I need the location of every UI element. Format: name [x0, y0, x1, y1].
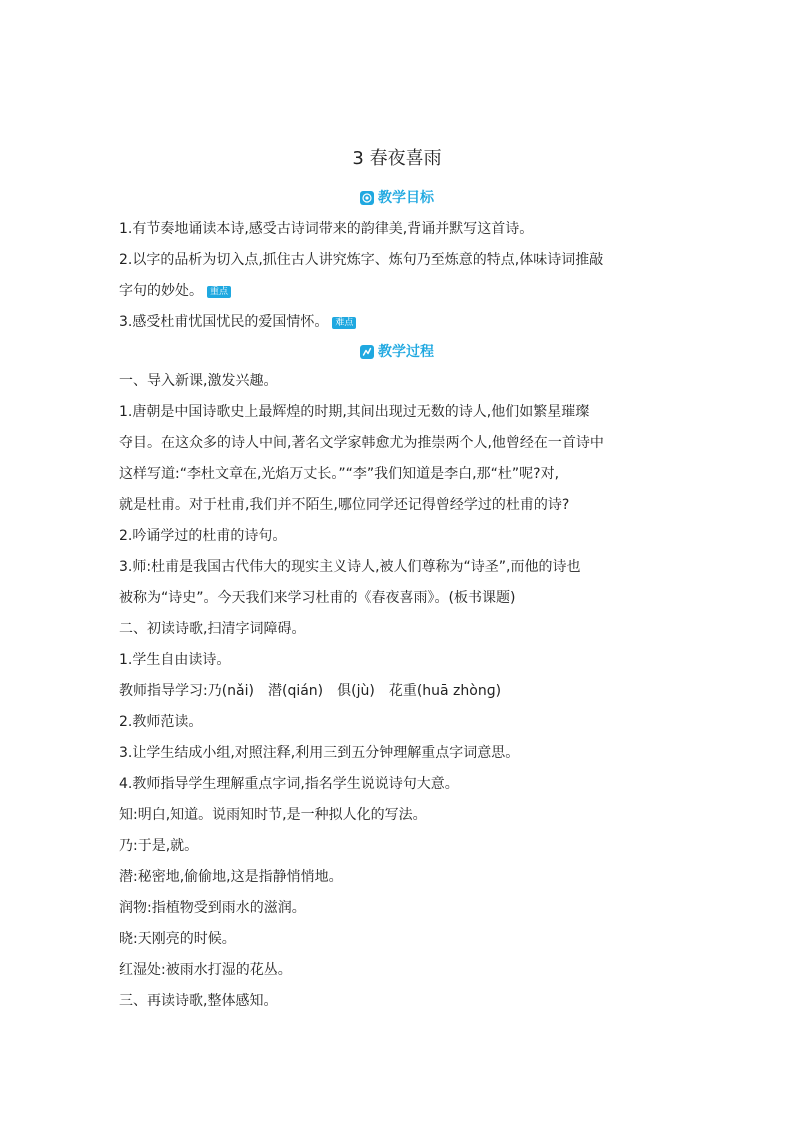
process-line: 润物:指植物受到雨水的滋润。	[119, 900, 306, 916]
process-line: 2.吟诵学过的杜甫的诗句。	[119, 528, 287, 544]
key-point-badge: 重点	[207, 286, 231, 298]
objectives-heading-label: 教学目标	[378, 190, 434, 206]
process-line: 教师指导学习:乃(nǎi) 潜(qián) 俱(jù) 花重(huā zhònɡ)	[119, 683, 502, 699]
document-body	[119, 214, 679, 1017]
objective-line: 2.以字的品析为切入点,抓住古人讲究炼字、炼句乃至炼意的特点,体味诗词推敲	[119, 252, 604, 268]
process-line: 4.教师指导学生理解重点字词,指名学生说说诗句大意。	[119, 776, 459, 792]
process-heading-label: 教学过程	[378, 344, 434, 360]
process-line: 晓:天刚亮的时候。	[119, 931, 236, 947]
process-line: 乃:于是,就。	[119, 838, 199, 854]
process-line: 三、再读诗歌,整体感知。	[119, 993, 278, 1009]
process-heading	[0, 342, 794, 362]
difficulty-badge: 难点	[332, 317, 356, 329]
process-line: 被称为“诗史”。今天我们来学习杜甫的《春夜喜雨》。(板书课题)	[119, 590, 516, 606]
process-line: 2.教师范读。	[119, 714, 203, 730]
objective-line: 3.感受杜甫忧国忧民的爱国情怀。 难点	[119, 307, 679, 338]
process-line: 1.学生自由读诗。	[119, 652, 231, 668]
process-line: 这样写道:“李杜文章在,光焰万丈长。”“李”我们知道是李白,那“杜”呢?对,	[119, 466, 560, 482]
target-icon	[360, 191, 374, 205]
process-line: 潜:秘密地,偷偷地,这是指静悄悄地。	[119, 869, 343, 885]
process-line: 3.让学生结成小组,对照注释,利用三到五分钟理解重点字词意思。	[119, 745, 520, 761]
process-line: 红湿处:被雨水打湿的花丛。	[119, 962, 292, 978]
objective-line: 1.有节奏地诵读本诗,感受古诗词带来的韵律美,背诵并默写这首诗。	[119, 221, 534, 237]
objective-line: 字句的妙处。 重点	[119, 276, 679, 307]
process-line: 知:明白,知道。说雨知时节,是一种拟人化的写法。	[119, 807, 427, 823]
process-line: 就是杜甫。对于杜甫,我们并不陌生,哪位同学还记得曾经学过的杜甫的诗?	[119, 497, 570, 513]
process-line: 3.师:杜甫是我国古代伟大的现实主义诗人,被人们尊称为“诗圣”,而他的诗也	[119, 559, 581, 575]
process-icon	[360, 345, 374, 359]
process-line: 1.唐朝是中国诗歌史上最辉煌的时期,其间出现过无数的诗人,他们如繁星璀璨	[119, 404, 590, 420]
process-line: 二、初读诗歌,扫清字词障碍。	[119, 621, 306, 637]
process-line: 一、导入新课,激发兴趣。	[119, 373, 278, 389]
page-title: 3 春夜喜雨	[352, 148, 442, 169]
process-line: 夺目。在这众多的诗人中间,著名文学家韩愈尤为推崇两个人,他曾经在一首诗中	[119, 435, 604, 451]
objectives-heading	[0, 188, 794, 208]
